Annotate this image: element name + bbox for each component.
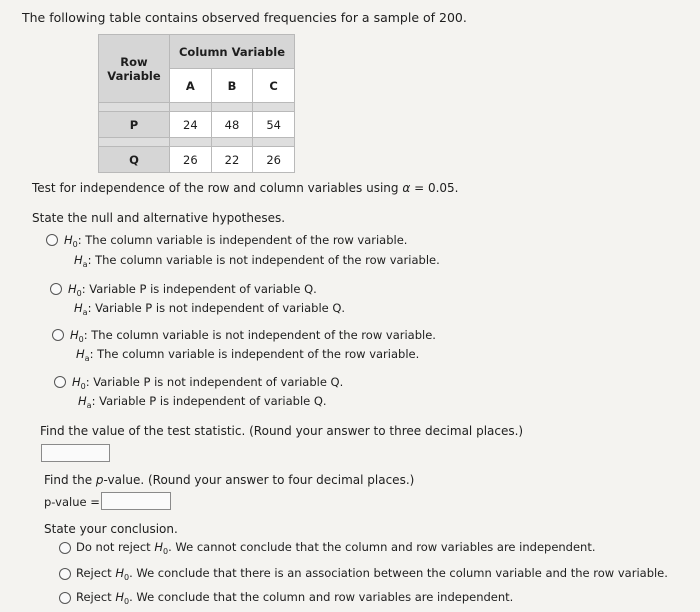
alpha-symbol: α [402, 181, 411, 195]
column-b-header: B [211, 69, 253, 103]
conclusion-radio-2[interactable] [59, 568, 71, 580]
column-c-header: C [253, 69, 295, 103]
test-statistic-input[interactable] [41, 444, 110, 462]
cell-q-a: 26 [170, 147, 212, 173]
pvalue-input[interactable] [101, 492, 171, 510]
cell-p-b: 48 [211, 112, 253, 138]
statistic-prompt: Find the value of the test statistic. (Round your answer to three decimal places.) [40, 424, 524, 438]
hypotheses-prompt: State the null and alternative hypotheses. [32, 211, 286, 225]
conclusion-prompt: State your conclusion. [44, 522, 178, 536]
cell-p-a: 24 [170, 112, 212, 138]
cell-q-b: 22 [211, 147, 253, 173]
column-variable-header: Column Variable [170, 35, 295, 69]
row-p-label: P [99, 112, 170, 138]
conclusion-radio-3[interactable] [59, 592, 71, 604]
conclusion-radio-1[interactable] [59, 542, 71, 554]
row-q-label: Q [99, 147, 170, 173]
hypothesis-radio-3[interactable] [52, 329, 64, 341]
pvalue-prompt: Find the p-value. (Round your answer to four decimal places.) [44, 473, 415, 487]
hypothesis-radio-2[interactable] [50, 283, 62, 295]
cell-q-c: 26 [253, 147, 295, 173]
hypothesis-radio-1[interactable] [46, 234, 58, 246]
cell-p-c: 54 [253, 112, 295, 138]
test-instruction: Test for independence of the row and column variables using α = 0.05. [32, 181, 459, 195]
frequency-table [98, 34, 295, 167]
row-variable-header: Row Variable [99, 35, 170, 103]
intro-text: The following table contains observed frequencies for a sample of 200. [22, 10, 467, 25]
column-a-header: A [170, 69, 212, 103]
pvalue-label: p-value = [44, 495, 100, 509]
hypothesis-radio-4[interactable] [54, 376, 66, 388]
